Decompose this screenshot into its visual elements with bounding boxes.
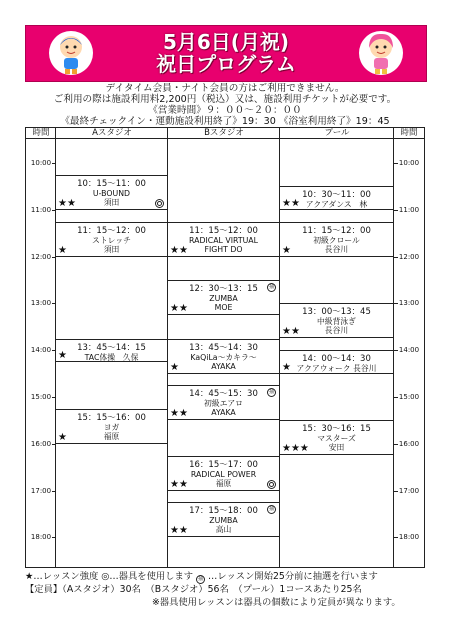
- lesson-time: 13：45～14：30: [189, 342, 258, 353]
- time-tick: [394, 537, 398, 538]
- lesson-time: 14：45～15：30: [189, 389, 258, 400]
- lesson-name: ヨガ: [103, 422, 120, 432]
- time-label-right: 15:00: [398, 393, 420, 401]
- time-label-left: 18:00: [30, 533, 52, 542]
- time-tick: [394, 257, 398, 258]
- lesson-time: 11：15～12：00: [77, 225, 146, 236]
- intensity-stars: ★★: [282, 197, 300, 209]
- time-label-left: 12:00: [30, 252, 52, 261]
- header-studio-a: Aスタジオ: [56, 128, 168, 139]
- time-tick: [52, 257, 56, 258]
- legend-capacity: 【定員】（Aスタジオ）30名 （Bスタジオ）56名 （プール）1コースあたり25名: [25, 584, 362, 595]
- intensity-stars: ★: [58, 244, 67, 256]
- lesson-time: 13：00～13：45: [302, 307, 371, 318]
- time-tick: [394, 303, 398, 304]
- legend-intensity-equipment: ★…レッスン強度 ◎…器具を使用します: [25, 571, 194, 582]
- time-tick: [394, 491, 398, 492]
- lesson-instructor: 長谷川: [324, 244, 349, 254]
- time-tick: [52, 303, 56, 304]
- time-tick: [52, 210, 56, 211]
- lesson-time: 17：15～18：00: [189, 506, 258, 517]
- lesson-time: 15：15～16：00: [77, 412, 146, 423]
- notice-checkin: 《最終チェックイン・運動施設利用終了》19：30 《浴室利用終了》19：45: [60, 116, 390, 127]
- time-tick: [394, 210, 398, 211]
- lesson-name: 中級背泳ぎ: [317, 317, 356, 327]
- lesson-instructor: 須田: [103, 244, 120, 254]
- lesson-time: 11：15～12：00: [189, 225, 258, 236]
- lesson-time: 10：30～11：00: [302, 190, 371, 201]
- time-tick: [52, 397, 56, 398]
- lesson-block-b2: [168, 280, 279, 315]
- time-tick: [52, 444, 56, 445]
- time-tick: [394, 350, 398, 351]
- lesson-instructor: AYAKA: [211, 408, 236, 418]
- time-label-right: 11:00: [398, 205, 420, 214]
- lesson-name: KaQiLa～カキラ～: [190, 352, 257, 362]
- legend-lottery: …レッスン開始25分前に抽選を行います: [208, 571, 378, 582]
- lesson-name: マスターズ: [317, 434, 356, 444]
- lesson-block-b5: [168, 456, 279, 491]
- lesson-instructor: 福原: [215, 478, 232, 488]
- lesson-time: 15：30～16：15: [302, 424, 371, 435]
- equipment-icon: [155, 199, 164, 208]
- lottery-icon: 抽: [268, 389, 274, 396]
- lesson-block-p2: [280, 222, 393, 257]
- intensity-stars: ★★: [170, 408, 188, 420]
- intensity-stars: ★★: [170, 303, 188, 315]
- intensity-stars: ★★: [282, 326, 300, 338]
- lesson-block-a3: [56, 339, 167, 362]
- time-label-left: 17:00: [30, 486, 52, 495]
- header-studio-b: Bスタジオ: [168, 128, 280, 139]
- notice-fee: ご利用の際は施設利用料2,200円（税込）又は、施設利用チケットが必要です。: [53, 94, 397, 105]
- lesson-instructor: AYAKA: [211, 361, 236, 371]
- time-label-right: 18:00: [398, 533, 420, 542]
- intensity-stars: ★★: [170, 478, 188, 490]
- time-label-right: 16:00: [398, 439, 420, 448]
- lottery-icon: 抽: [268, 506, 274, 513]
- lesson-block-b6: [168, 502, 279, 537]
- time-label-left: 10:00: [30, 159, 52, 167]
- lesson-block-p3: [280, 303, 393, 338]
- header-pool: プール: [280, 128, 394, 139]
- lesson-time: 16：15～17：00: [189, 459, 258, 470]
- intensity-stars: ★: [282, 244, 291, 256]
- schedule-grid: [25, 127, 425, 568]
- lesson-name: RADICAL VIRTUAL: [189, 235, 258, 245]
- intensity-stars: ★★: [58, 197, 76, 209]
- time-tick: [394, 444, 398, 445]
- header-time-right: 時間: [394, 128, 424, 139]
- lesson-name: アクアウォーク 長谷川: [296, 364, 377, 374]
- time-label-right: 14:00: [398, 346, 420, 355]
- header-time-left: 時間: [26, 128, 56, 139]
- time-tick: [52, 537, 56, 538]
- time-label-left: 11:00: [30, 205, 52, 214]
- time-label-left: 14:00: [30, 346, 52, 355]
- lesson-block-p5: [280, 420, 393, 455]
- lesson-block-b3: [168, 339, 279, 374]
- time-tick: [394, 397, 398, 398]
- intensity-stars: ★: [58, 349, 67, 361]
- time-tick: [52, 163, 56, 164]
- lesson-block-a1: [56, 175, 167, 210]
- intensity-stars: ★: [58, 431, 67, 443]
- lesson-block-b1: [168, 222, 279, 257]
- time-label-left: 13:00: [30, 299, 52, 308]
- time-tick: [394, 163, 398, 164]
- notice-members: デイタイム会員・ナイト会員の方はご利用できません。: [105, 83, 345, 94]
- lesson-instructor: 安田: [328, 443, 345, 453]
- time-label-left: 16:00: [30, 439, 52, 448]
- lesson-block-p1: [280, 186, 393, 209]
- lottery-icon: 抽: [268, 284, 274, 290]
- equipment-icon: [267, 480, 276, 489]
- time-label-right: 17:00: [398, 486, 420, 495]
- lesson-name: アクアダンス 林: [305, 200, 368, 210]
- time-label-right: 10:00: [398, 159, 420, 167]
- lesson-name: U-BOUND: [92, 188, 131, 198]
- lesson-name: ZUMBA: [209, 516, 238, 526]
- lesson-time: 11：15～12：00: [302, 225, 371, 236]
- intensity-stars: ★: [282, 361, 291, 373]
- title-banner: [25, 25, 427, 82]
- lesson-name: ZUMBA: [209, 294, 238, 303]
- lesson-instructor: MOE: [214, 303, 233, 312]
- lesson-instructor: 高山: [215, 525, 232, 535]
- lesson-instructor: 福原: [103, 431, 120, 441]
- intensity-stars: ★★★: [282, 443, 309, 455]
- lesson-time: 13：45～14：15: [77, 342, 146, 353]
- time-label-right: 13:00: [398, 299, 420, 308]
- lesson-instructor: 須田: [103, 197, 120, 207]
- notice-hours: 《営業時間》９：００～２０：００: [148, 105, 302, 116]
- lesson-name: RADICAL POWER: [190, 469, 257, 479]
- lesson-time: 10：15～11：00: [77, 178, 146, 189]
- time-tick: [52, 491, 56, 492]
- intensity-stars: ★★: [170, 525, 188, 537]
- lesson-instructor: FIGHT DO: [204, 244, 243, 254]
- lesson-name: TAC体操 久保: [84, 352, 139, 362]
- banner-date: 5月6日(月祝): [162, 30, 290, 54]
- legend-equipment-note: ※器具使用レッスンは器具の個数により定員が異なります。: [152, 597, 401, 608]
- lesson-block-p4: [280, 350, 393, 373]
- lesson-block-a4: [56, 409, 167, 444]
- lesson-name: 初級クロール: [313, 235, 360, 245]
- lottery-icon: 抽: [198, 576, 204, 582]
- banner-title: 祝日プログラム: [156, 52, 296, 76]
- lesson-time: 12：30～13：15: [189, 284, 258, 294]
- intensity-stars: ★★: [170, 244, 188, 256]
- time-label-left: 15:00: [30, 393, 52, 401]
- intensity-stars: ★: [170, 361, 179, 373]
- lesson-time: 14：00～14：30: [302, 354, 371, 365]
- lesson-block-a2: [56, 222, 167, 257]
- lesson-name: ストレッチ: [92, 235, 131, 245]
- lesson-name: 初級エアロ: [204, 399, 243, 409]
- lesson-instructor: 長谷川: [324, 326, 349, 336]
- time-label-right: 12:00: [398, 252, 420, 261]
- lesson-block-b4: [168, 385, 279, 420]
- legend-line1: [25, 571, 378, 583]
